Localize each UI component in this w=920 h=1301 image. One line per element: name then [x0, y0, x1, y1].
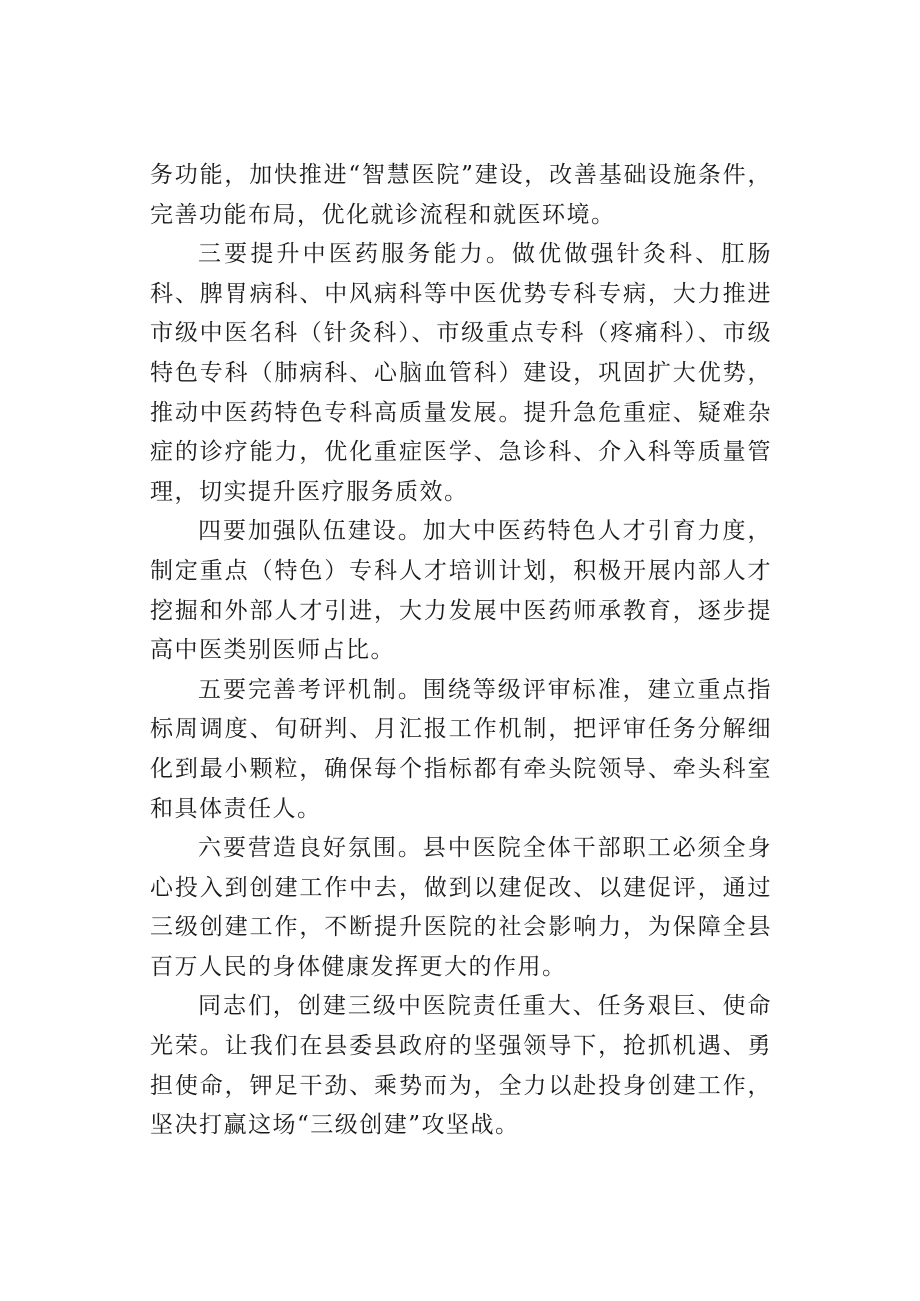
paragraph-continuation: 务功能，加快推进“智慧医院”建设，改善基础设施条件，完善功能布局，优化就诊流程和就医环境。 — [150, 162, 772, 228]
paragraph-point-five: 五要完善考评机制。围绕等级评审标准，建立重点指标周调度、旬研判、月汇报工作机制，把评审任务分解细化到最小颗粒，确保每个指标都有牵头院领导、牵头科室和具体责任人。 — [150, 676, 772, 822]
document-body — [150, 156, 772, 1146]
paragraph-point-six: 六要营造良好氛围。县中医院全体干部职工必须全身心投入到创建工作中去，做到以建促改、以建促评，通过三级创建工作，不断提升医院的社会影响力，为保障全县百万人民的身体健康发挥更大的作用。 — [150, 835, 772, 980]
paragraph-point-four: 四要加强队伍建设。加大中医药特色人才引育力度，制定重点（特色）专科人才培训计划，积极开展内部人才挖掘和外部人才引进，大力发展中医药师承教育，逐步提高中医类别医师占比。 — [150, 518, 772, 664]
paragraph-point-three: 三要提升中医药服务能力。做优做强针灸科、肛肠科、脾胃病科、中风病科等中医优势专科专病，大力推进市级中医名科（针灸科）、市级重点专科（疼痛科）、市级特色专科（肺病科、心脑血管科）建设，巩固扩大优势，推动中医药特色专科高质量发展。提升急危重症、疑难杂症的诊疗能力，优化重症医学、急诊科、介入科等质量管理，切实提升医疗服务质效。 — [150, 241, 772, 505]
paragraph-closing: 同志们，创建三级中医院责任重大、任务艰巨、使命光荣。让我们在县委县政府的坚强领导下，抢抓机遇、勇担使命，钾足干劲、乘势而为，全力以赴投身创建工作，坚决打赢这场“三级创建”攻坚战。 — [150, 993, 772, 1139]
